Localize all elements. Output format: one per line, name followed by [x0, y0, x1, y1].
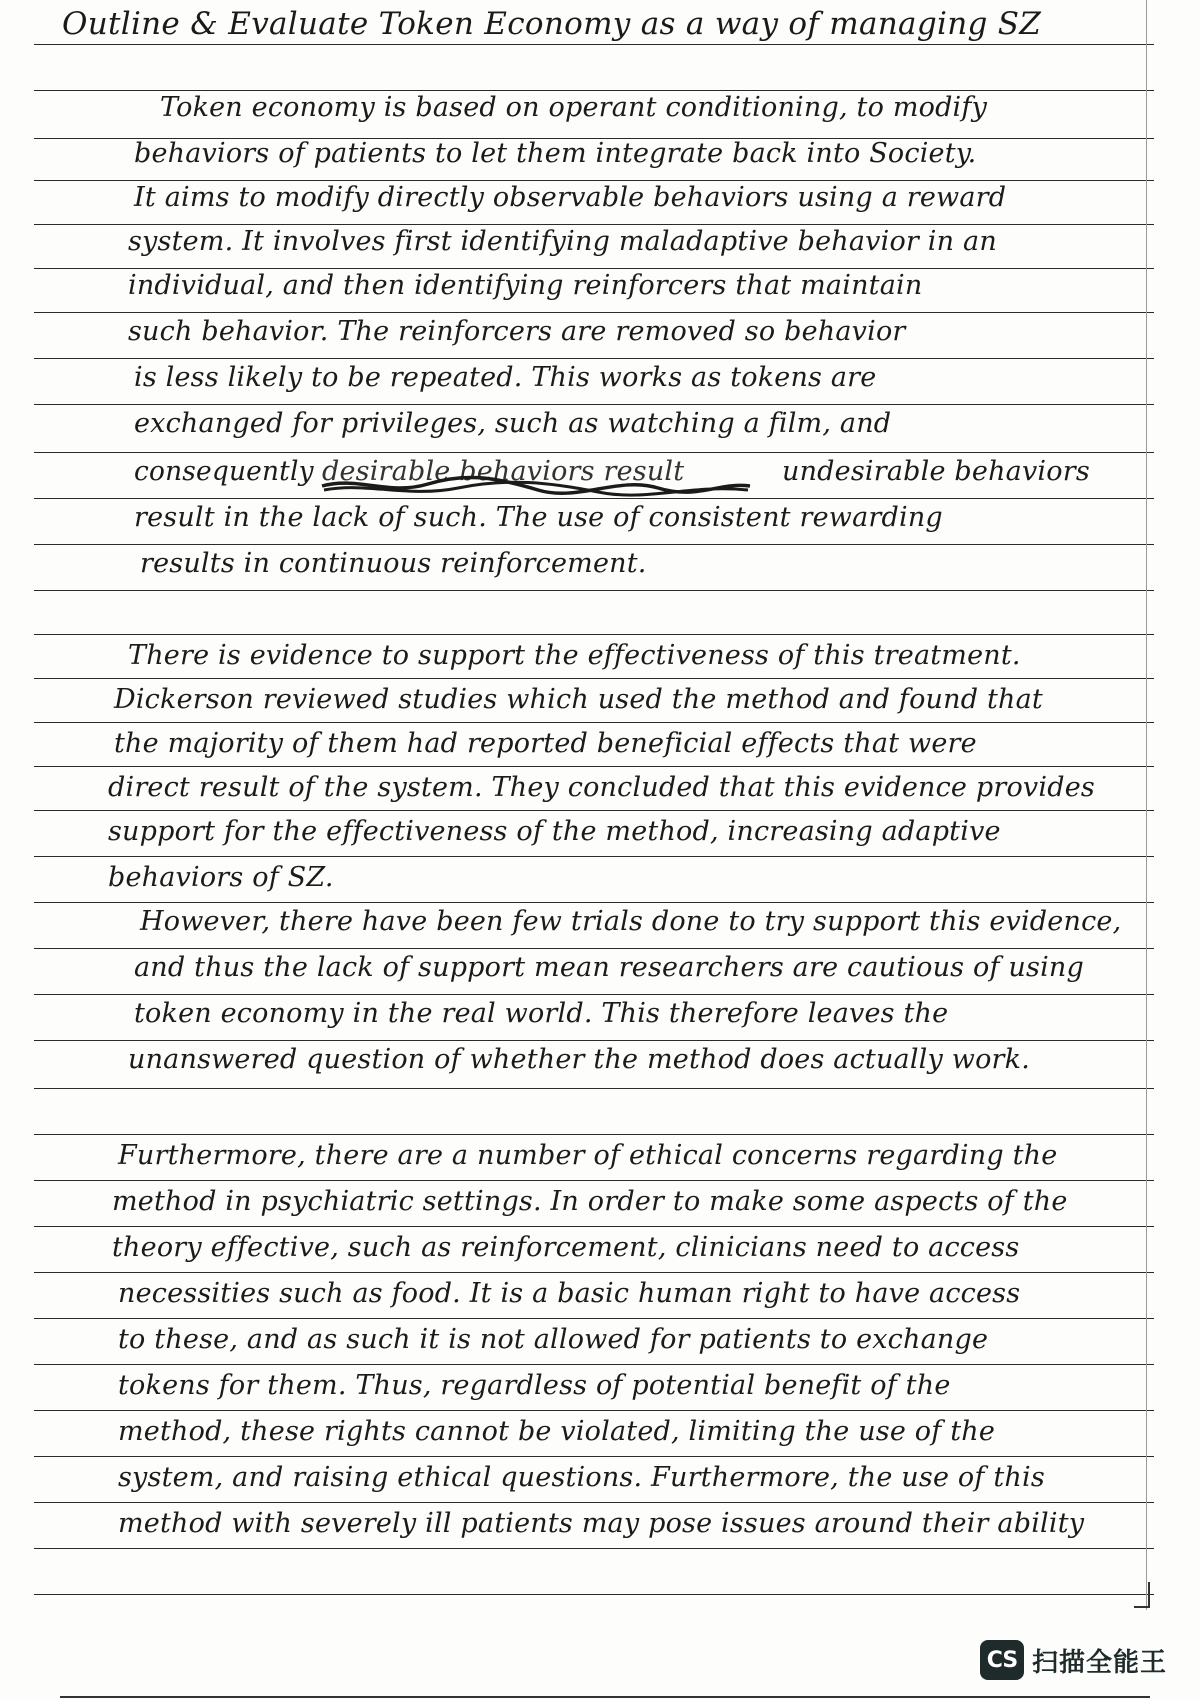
p4-line-8: system, and raising ethical questions. Furthermore, the use of this: [118, 1462, 1045, 1493]
p4-line-6: tokens for them. Thus, regardless of potential benefit of the: [118, 1370, 951, 1401]
scanner-watermark: [980, 1638, 1167, 1682]
p1-line-7: is less likely to be repeated. This works as tokens are: [134, 362, 877, 393]
p1-line-9a: consequently: [134, 456, 314, 487]
p4-line-5: to these, and as such it is not allowed for patients to exchange: [118, 1324, 989, 1355]
ruled-line: [34, 1502, 1154, 1503]
p1-line-1: Token economy is based on operant conditioning, to modify: [160, 92, 988, 123]
p3-line-1: However, there have been few trials done to try support this evidence,: [140, 906, 1122, 937]
p4-line-7: method, these rights cannot be violated, limiting the use of the: [118, 1416, 996, 1447]
ruled-line: [34, 1318, 1154, 1319]
ruled-line: [34, 1548, 1154, 1549]
corner-mark: [1134, 1582, 1150, 1608]
p1-line-8: exchanged for privileges, such as watching a film, and: [134, 408, 892, 439]
scribble-strike: [318, 466, 756, 506]
p4-line-2: method in psychiatric settings. In order to make some aspects of the: [112, 1186, 1068, 1217]
ruled-line: [34, 722, 1154, 723]
p1-line-11: results in continuous reinforcement.: [140, 548, 647, 579]
p1-line-9b: undesirable behaviors: [782, 456, 1090, 487]
ruled-line: [34, 1180, 1154, 1181]
logo-badge-text: CS: [986, 1647, 1018, 1673]
p2-line-2: Dickerson reviewed studies which used the method and found that: [114, 684, 1043, 715]
p2-line-5: support for the effectiveness of the method, increasing adaptive: [108, 816, 1001, 847]
p4-line-1: Furthermore, there are a number of ethical concerns regarding the: [118, 1140, 1058, 1171]
p1-line-3: It aims to modify directly observable behaviors using a reward: [134, 182, 1007, 213]
p3-line-3: token economy in the real world. This therefore leaves the: [134, 998, 949, 1029]
bottom-border: [60, 1696, 1150, 1698]
ruled-line: [34, 678, 1154, 679]
page-edge: [1146, 0, 1147, 1610]
ruled-line: [34, 1594, 1154, 1595]
logo-text: 扫描全能王: [1032, 1647, 1168, 1678]
p1-line-6: such behavior. The reinforcers are removed so behavior: [128, 316, 906, 347]
ruled-line: [34, 1088, 1154, 1089]
p2-line-1: There is evidence to support the effectiveness of this treatment.: [128, 640, 1021, 671]
essay-title: Outline & Evaluate Token Economy as a way of managing SZ: [62, 6, 1042, 42]
ruled-line: [34, 1364, 1154, 1365]
ruled-line: [34, 634, 1154, 635]
p2-line-4: direct result of the system. They concluded that this evidence provides: [108, 772, 1095, 803]
ruled-line: [34, 1134, 1154, 1135]
p3-line-2: and thus the lack of support mean researchers are cautious of using: [134, 952, 1084, 983]
p1-line-5: individual, and then identifying reinforcers that maintain: [128, 270, 923, 301]
p1-line-2: behaviors of patients to let them integrate back into Society.: [134, 138, 977, 169]
p1-line-4: system. It involves first identifying maladaptive behavior in an: [128, 226, 997, 257]
p4-line-4: necessities such as food. It is a basic human right to have access: [118, 1278, 1021, 1309]
ruled-line: [34, 590, 1154, 591]
p2-line-6: behaviors of SZ.: [108, 862, 334, 893]
p3-line-4: unanswered question of whether the method does actually work.: [128, 1044, 1030, 1075]
ruled-line: [34, 856, 1154, 857]
p1-line-10: result in the lack of such. The use of consistent rewarding: [134, 502, 943, 533]
p1-struck-text: desirable behaviors result: [322, 456, 685, 487]
ruled-line: [34, 766, 1154, 767]
p2-line-3: the majority of them had reported beneficial effects that were: [114, 728, 977, 759]
ruled-line: [34, 1272, 1154, 1273]
ruled-line: [34, 1410, 1154, 1411]
ruled-line: [34, 1226, 1154, 1227]
p4-line-9: method with severely ill patients may pose issues around their ability: [118, 1508, 1085, 1539]
ruled-line: [34, 810, 1154, 811]
ruled-line: [34, 1456, 1154, 1457]
camscanner-logo-icon: [980, 1640, 1024, 1680]
p4-line-3: theory effective, such as reinforcement, clinicians need to access: [112, 1232, 1020, 1263]
